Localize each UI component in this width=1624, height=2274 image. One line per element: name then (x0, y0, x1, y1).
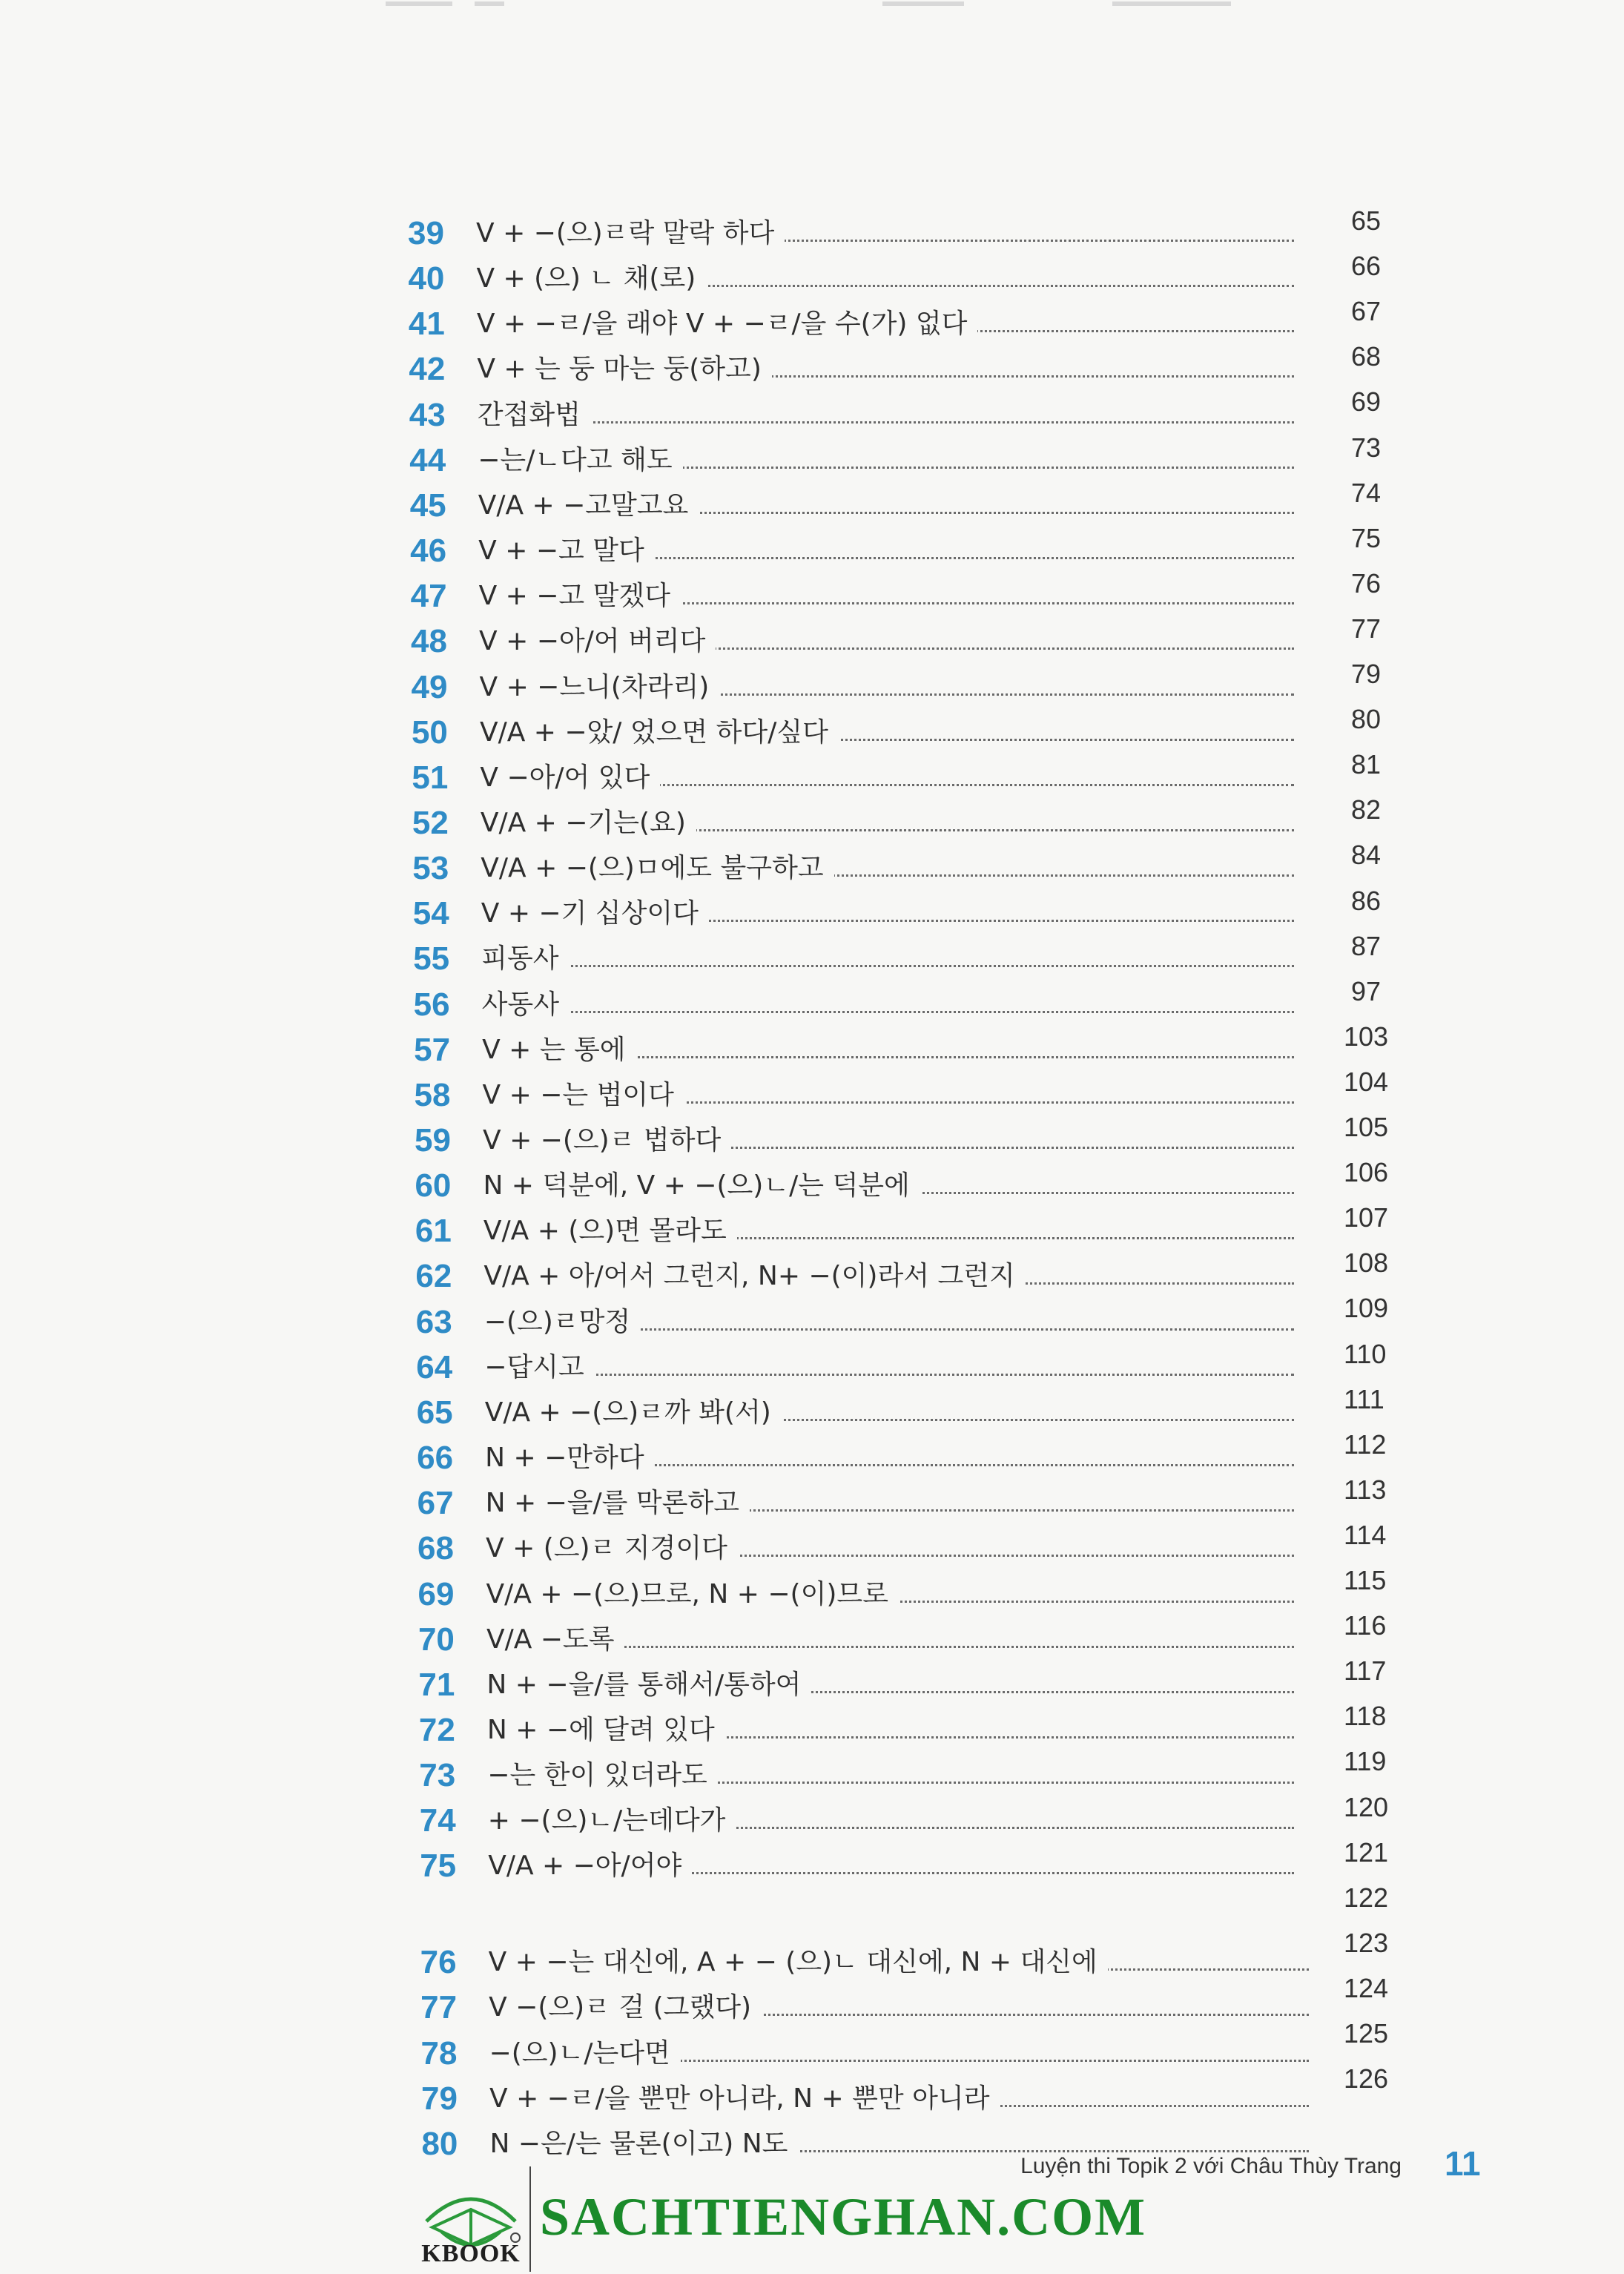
toc-entry-number: 59 (415, 1122, 451, 1159)
toc-entry-page: 65 (1351, 205, 1382, 236)
toc-leader-dots (481, 965, 1294, 967)
toc-entry (417, 1436, 1307, 1480)
toc-entry-page: 82 (1351, 794, 1382, 825)
toc-entry-page: 106 (1344, 1157, 1389, 1188)
toc-entry (419, 1708, 1309, 1753)
toc-entry-title: V + 는 통에 (482, 1028, 636, 1072)
toc-entry-title: V + −ㄹ/을 래야 V + −ㄹ/을 수(가) 없다 (477, 302, 978, 346)
toc-entry-page: 122 (1344, 1882, 1389, 1913)
toc-entry-number: 39 (408, 215, 444, 251)
toc-entry (412, 756, 1301, 800)
toc-entry (415, 1073, 1304, 1118)
toc-entry-number: 44 (409, 441, 446, 478)
toc-entry (419, 1753, 1309, 1798)
toc-entry-number: 65 (416, 1394, 453, 1431)
toc-entry (412, 711, 1301, 755)
toc-entry-title: V + −고 말겠다 (479, 574, 681, 619)
toc-entry (414, 1028, 1304, 1072)
toc-entry-page: 126 (1344, 2063, 1389, 2095)
toc-entry-page: 67 (1351, 296, 1382, 327)
toc-entry (409, 302, 1298, 346)
toc-entry-number: 64 (416, 1348, 453, 1385)
toc-entry-number: 68 (417, 1530, 454, 1567)
toc-entry-number: 40 (408, 260, 445, 297)
toc-entry (410, 529, 1300, 573)
toc-entry-number: 43 (409, 396, 446, 433)
toc-entry-number: 41 (408, 306, 445, 343)
toc-entry-page: 120 (1344, 1791, 1389, 1822)
toc-entry-page: 115 (1344, 1565, 1387, 1595)
toc-entry-title: N + 덕분에, V + −(으)ㄴ/는 덕분에 (483, 1164, 920, 1208)
toc-entry-page: 104 (1344, 1066, 1389, 1097)
toc-entry-page: 103 (1344, 1021, 1389, 1052)
toc-entry-page: 111 (1344, 1383, 1384, 1414)
toc-entry-title: V/A + −았/ 었으면 하다/싶다 (480, 711, 839, 755)
toc-entry-title: N + −만하다 (485, 1436, 654, 1480)
toc-entry-title: V/A + −아/어야 (488, 1844, 692, 1888)
toc-entry-title: + −(으)ㄴ/는데다가 (488, 1799, 736, 1843)
toc-entry-page: 113 (1344, 1474, 1387, 1505)
toc-entry-number: 61 (415, 1213, 452, 1250)
toc-entry-number: 52 (412, 804, 449, 841)
toc-entry-page: 77 (1351, 613, 1382, 644)
toc-entry-title: V + (으) ㄴ 채(로) (476, 257, 706, 301)
toc-entry-title: N −은/는 물론(이고) N도 (489, 2122, 798, 2166)
toc-entry-page: 112 (1344, 1428, 1387, 1460)
toc-entry-page: 109 (1344, 1293, 1389, 1324)
toc-entry-number: 80 (421, 2126, 458, 2163)
toc-entry (417, 1526, 1307, 1571)
toc-entry-page: 108 (1344, 1248, 1389, 1279)
toc-entry-title: −(으)ㄹ망정 (484, 1300, 641, 1345)
toc-entry-title: 간접화법 (478, 393, 591, 438)
toc-entry-title: −는/ㄴ다고 해도 (478, 438, 682, 483)
toc-entry-page: 123 (1344, 1927, 1389, 1958)
page-number: 11 (1445, 2144, 1481, 2183)
website-watermark: SACHTIENGHAN.COM (540, 2187, 1147, 2247)
toc-entry-number: 70 (417, 1621, 455, 1658)
toc-entry-title: V + 는 둥 마는 둥(하고) (477, 347, 772, 392)
toc-entry-number: 54 (412, 895, 449, 932)
toc-entry-number: 56 (413, 986, 450, 1023)
toc-entry (408, 211, 1298, 256)
toc-entry (412, 846, 1302, 891)
toc-entry-number: 76 (420, 1944, 457, 1980)
toc-entry-title: N + −에 달려 있다 (487, 1708, 725, 1753)
toc-entry (416, 1345, 1306, 1390)
toc-entry (417, 1481, 1307, 1526)
book-title: Luyện thi Topik 2 với Châu Thùy Trang (1020, 2154, 1402, 2178)
toc-entry-title: V + −는 대신에, A + − (으)ㄴ 대신에, N + 대신에 (489, 1940, 1108, 1985)
toc-leader-dots (484, 1374, 1294, 1376)
toc-entry-title: V + −느니(차라리) (480, 665, 720, 710)
toc-entry-title: V/A + −(으)ㄹ까 봐(서) (485, 1391, 782, 1435)
toc-entry-title: 사동사 (482, 983, 570, 1027)
toc-entry-page: 86 (1351, 885, 1382, 916)
toc-entry-title: V −아/어 있다 (480, 756, 660, 800)
toc-entry-page: 73 (1351, 432, 1382, 463)
toc-entry-title: V + −는 법이다 (483, 1073, 684, 1118)
toc-entry-number: 73 (419, 1757, 456, 1794)
toc-entry (409, 347, 1298, 392)
toc-entry-number: 47 (410, 578, 447, 615)
toc-entry-title: V/A + −기는(요) (481, 801, 696, 846)
toc-entry-title: V/A + −고말고요 (478, 484, 699, 528)
toc-entry (409, 393, 1299, 438)
toc-entry-title: V + −기 십상이다 (481, 892, 709, 936)
toc-entry-page: 114 (1344, 1519, 1387, 1550)
toc-entry (408, 257, 1298, 301)
toc-entry-page: 74 (1351, 477, 1382, 508)
toc-entry-title: 피동사 (481, 937, 569, 981)
toc-entry (421, 2077, 1311, 2121)
toc-entry-title: V/A + −(으)므로, N + −(이)므로 (486, 1572, 899, 1617)
toc-entry-page: 81 (1351, 749, 1382, 780)
toc-entry (420, 1985, 1310, 2030)
toc-entry (420, 1844, 1310, 1888)
toc-leader-dots (478, 421, 1294, 424)
toc-entry (418, 1663, 1308, 1707)
toc-entry-page: 125 (1344, 2018, 1389, 2049)
toc-entry-number: 58 (414, 1076, 451, 1113)
toc-entry-title: V + −(으)ㄹ 법하다 (483, 1118, 731, 1163)
toc-entry-title: V + −아/어 버리다 (479, 619, 716, 664)
toc-entry-title: N + −을/를 통해서/통하여 (486, 1663, 811, 1707)
toc-entry-number: 60 (415, 1167, 452, 1204)
toc-entry-page: 69 (1351, 386, 1382, 418)
toc-entry-number: 66 (417, 1440, 454, 1477)
toc-entry-page: 75 (1351, 522, 1382, 553)
toc-entry-number: 55 (413, 940, 450, 978)
toc-entry (420, 1940, 1310, 1985)
toc-entry-number: 71 (418, 1666, 455, 1703)
toc-entry-page: 124 (1344, 1972, 1389, 2003)
toc-entry-number: 69 (417, 1575, 455, 1612)
toc-entry-page: 110 (1344, 1338, 1387, 1369)
toc-entry-number: 75 (420, 1848, 457, 1885)
logo-divider (529, 2162, 531, 2272)
toc-entry (414, 983, 1304, 1027)
toc-entry-number: 50 (411, 713, 448, 751)
toc-entry (420, 1799, 1310, 1843)
toc-entry (413, 937, 1303, 981)
toc-entry-page: 119 (1344, 1746, 1387, 1777)
toc-entry-title: V + (으)ㄹ 지경이다 (486, 1526, 738, 1571)
toc-entry (411, 619, 1301, 664)
toc-entry-page: 97 (1351, 975, 1382, 1006)
toc-entry-title: N + −을/를 막론하고 (486, 1481, 750, 1526)
toc-entry-number: 49 (411, 668, 448, 705)
toc-entry-number: 48 (411, 623, 447, 660)
toc-entry (410, 484, 1300, 528)
toc-entry-title: V/A −도록 (486, 1618, 625, 1662)
toc-entry-number: 78 (420, 2034, 458, 2072)
toc-entry (415, 1118, 1304, 1163)
toc-entry-title: −는 한이 있더라도 (487, 1753, 717, 1798)
toc-entry-page: 116 (1344, 1610, 1387, 1641)
toc-leader-dots (482, 1011, 1294, 1013)
toc-entry-number: 74 (419, 1802, 456, 1839)
toc-entry-page: 80 (1351, 704, 1382, 735)
toc-entry-title: V + −ㄹ/을 뿐만 아니라, N + 뿐만 아니라 (489, 2077, 1000, 2121)
toc-entry-number: 77 (420, 1989, 458, 2026)
toc-entry (415, 1209, 1305, 1253)
toc-entry (413, 892, 1303, 936)
toc-entry-number: 46 (410, 533, 447, 570)
toc-entry (415, 1254, 1305, 1299)
toc-entry-title: V + −(으)ㄹ락 말락 하다 (476, 211, 785, 256)
toc-entry-page: 118 (1344, 1701, 1387, 1732)
toc-entry-title: V + −고 말다 (478, 529, 655, 573)
toc-entry-title: −답시고 (484, 1345, 595, 1390)
toc-entry-number: 42 (409, 351, 446, 388)
kbook-logo-text: KBOOK (421, 2240, 521, 2267)
toc-entry-page: 107 (1344, 1202, 1389, 1233)
toc-entry (412, 665, 1301, 710)
toc-entry (416, 1300, 1306, 1345)
toc-entry (417, 1391, 1307, 1435)
toc-entry (418, 1618, 1308, 1662)
toc-entry-page: 117 (1344, 1655, 1387, 1687)
toc-entry-number: 51 (412, 759, 449, 796)
toc-entry (412, 801, 1302, 846)
toc-entry (409, 438, 1299, 483)
toc-entry-number: 67 (417, 1485, 454, 1522)
toc-entry-number: 72 (418, 1711, 455, 1748)
toc-entry-page: 66 (1351, 251, 1382, 282)
toc-entry-page: 121 (1344, 1836, 1389, 1868)
toc-entry-title: −(으)ㄴ/는다면 (489, 2031, 681, 2076)
toc-entry-number: 45 (409, 487, 446, 524)
toc-entry-number: 63 (415, 1303, 452, 1340)
toc-entry (418, 1572, 1308, 1617)
toc-entry-page: 79 (1351, 659, 1382, 689)
toc-entry-number: 57 (414, 1031, 451, 1068)
toc-entry (421, 2031, 1311, 2076)
toc-entry-page: 87 (1351, 930, 1382, 961)
toc-entry (411, 574, 1301, 619)
toc-entry (415, 1164, 1304, 1208)
toc-entry-page: 84 (1351, 840, 1382, 871)
toc-entry-page: 68 (1351, 341, 1382, 372)
toc-entry-title: V/A + (으)면 몰라도 (483, 1209, 737, 1253)
toc-entry-number: 79 (421, 2080, 458, 2117)
toc-entry-title: V/A + −(으)ㅁ에도 불구하고 (481, 846, 834, 891)
toc-entry-title: V −(으)ㄹ 걸 (그랬다) (489, 1985, 762, 2030)
toc-entry-title: V/A + 아/어서 그런지, N+ −(이)라서 그런지 (483, 1254, 1025, 1299)
toc-entry-page: 105 (1344, 1112, 1389, 1142)
toc-entry-number: 62 (415, 1258, 452, 1295)
toc-entry-page: 76 (1351, 567, 1382, 599)
toc-entry-number: 53 (412, 850, 449, 887)
